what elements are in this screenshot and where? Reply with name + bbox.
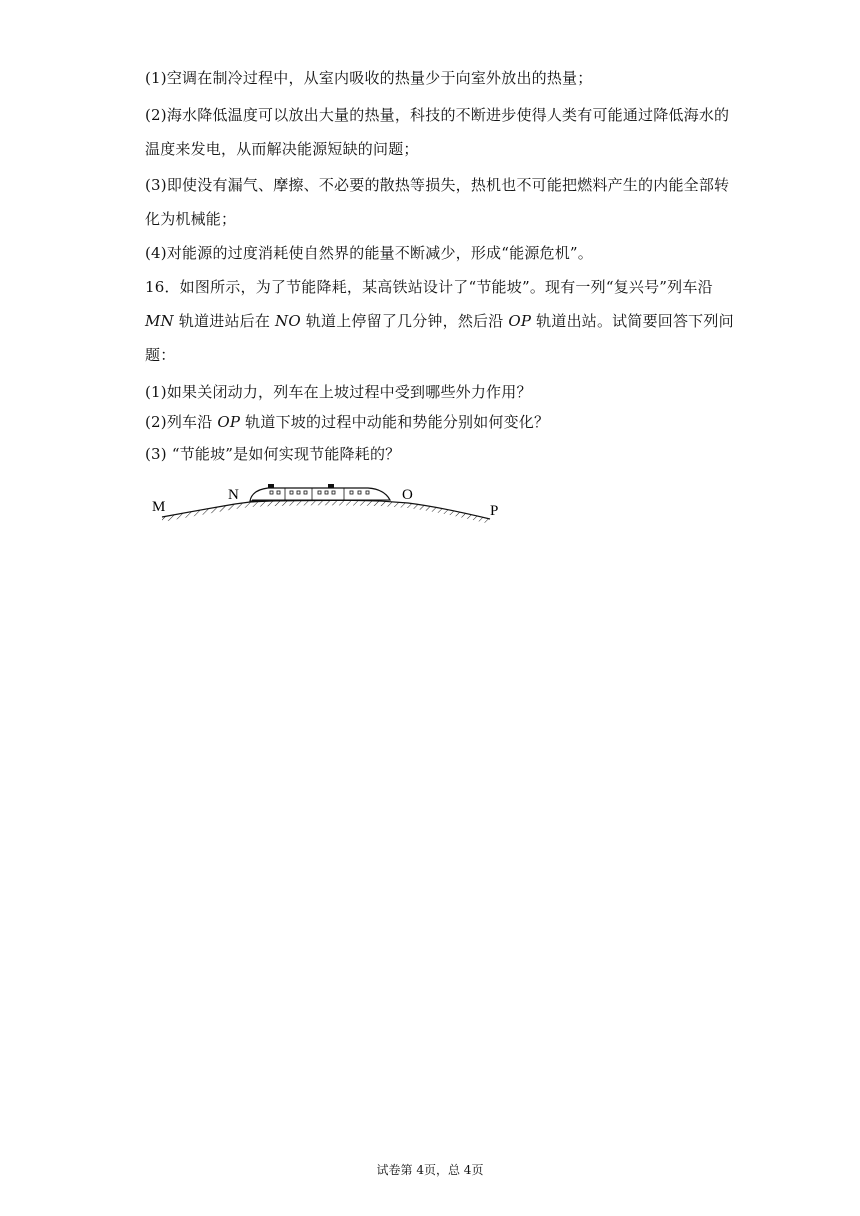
track-mn-label: MN (145, 312, 174, 330)
question-16-sub-2 (145, 412, 725, 432)
question-16-text-a: 轨道进站后在 (173, 312, 276, 330)
item-2-line-1: (2)海水降低温度可以放出大量的热量，科技的不断进步使得人类有可能通过降低海水的 (145, 106, 730, 124)
question-16-line-3: 题： (145, 346, 176, 364)
question-16-text-c: 轨道出站。试简要回答下列问 (531, 312, 734, 330)
label-o: O (402, 487, 413, 503)
sub-2-track-op: OP (217, 413, 241, 431)
question-16-line-2 (145, 311, 734, 331)
item-1: (1)空调在制冷过程中，从室内吸收的热量少于向室外放出的热量； (145, 69, 593, 87)
sub-2-text-a: (2)列车沿 (145, 413, 218, 431)
item-2-line-2: 温度来发电，从而解决能源短缺的问题； (145, 140, 419, 158)
question-16-text-b: 轨道上停留了几分钟，然后沿 (300, 312, 509, 330)
label-m: M (152, 499, 166, 515)
sub-2-text-b: 轨道下坡的过程中动能和势能分别如何变化？ (240, 413, 550, 431)
train-icon (250, 484, 390, 501)
track-op-label: OP (508, 312, 532, 330)
question-16-line-1: 16．如图所示，为了节能降耗，某高铁站设计了“节能坡”。现有一列“复兴号”列车沿 (145, 278, 713, 296)
ground-hatching (162, 500, 490, 524)
item-4: (4)对能源的过度消耗使自然界的能量不断减少，形成“能源危机”。 (145, 244, 593, 262)
page-footer: 试卷第 4页，总 4页 (376, 1163, 484, 1177)
track-no-label: NO (275, 312, 301, 330)
label-n: N (228, 487, 239, 503)
slope-diagram (140, 478, 520, 538)
item-3-line-2: 化为机械能； (145, 210, 237, 228)
label-p: P (490, 503, 499, 519)
question-16-sub-3: (3) “节能坡”是如何实现节能降耗的？ (145, 445, 401, 463)
item-3-line-1: (3)即使没有漏气、摩擦、不必要的散热等损失，热机也不可能把燃料产生的内能全部转 (145, 176, 730, 194)
question-16-sub-1: (1)如果关闭动力，列车在上坡过程中受到哪些外力作用？ (145, 383, 532, 401)
energy-saving-slope-figure (140, 478, 520, 538)
